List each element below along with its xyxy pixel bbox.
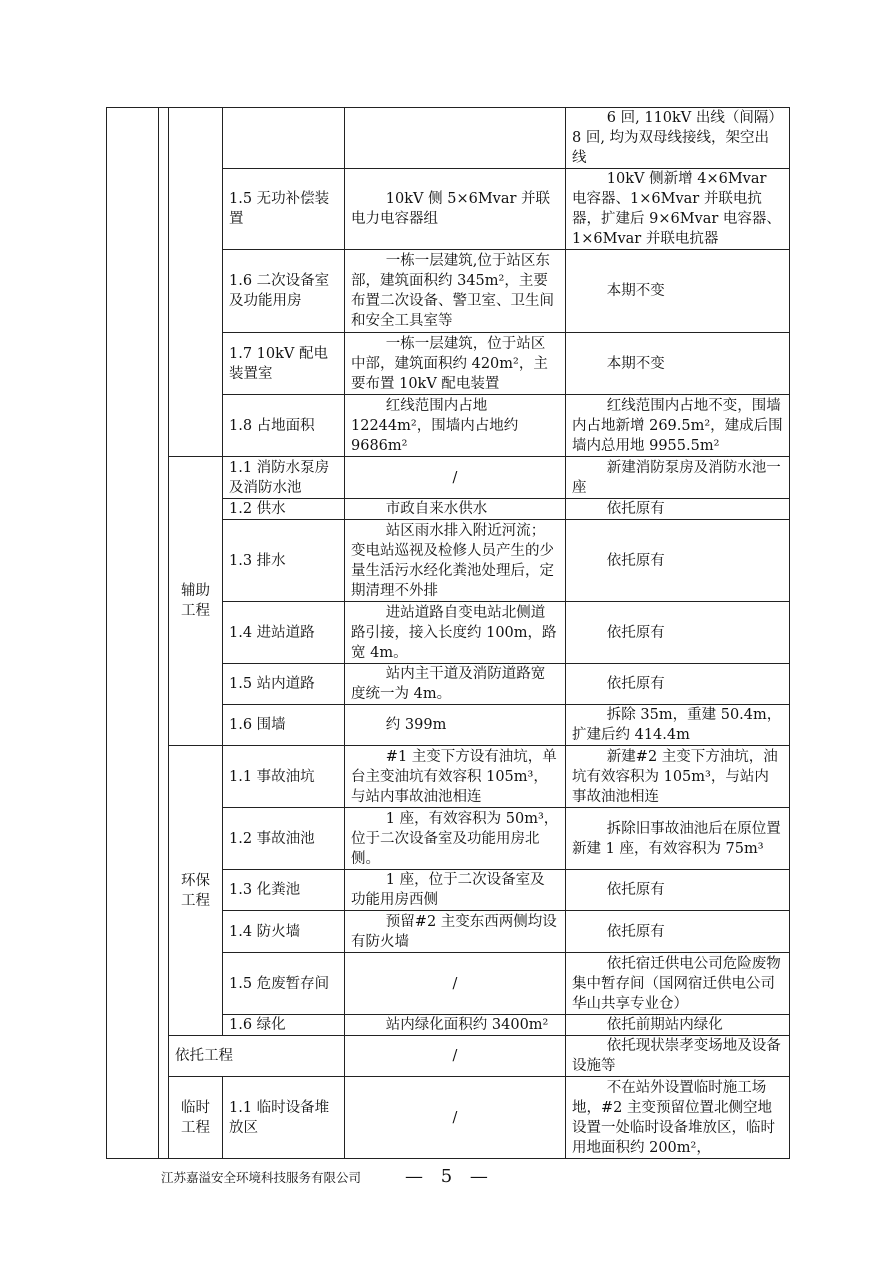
- existing-cell: 不在站外设置临时施工场地，#2 主变预留位置北侧空地设置一处临时设备堆放区，临时用地面积约 200m²，: [566, 1077, 790, 1159]
- existing-cell: 拆除旧事故油池后在原位置新建 1 座，有效容积为 75m³: [566, 808, 790, 870]
- item-cell: 1.6 绿化: [223, 1015, 345, 1036]
- existing-cell: 依托现状崇孝变场地及设备设施等: [566, 1036, 790, 1077]
- category-temporary: 临时工程: [169, 1077, 223, 1159]
- item-cell: 1.5 站内道路: [223, 664, 345, 705]
- item-cell: 1.1 事故油坑: [223, 746, 345, 808]
- item-cell: 1.6 二次设备室及功能用房: [223, 250, 345, 333]
- current-cell: 红线范围内占地 12244m²，围墙内占地约 9686m²: [345, 395, 566, 457]
- existing-cell: 依托宿迁供电公司危险废物集中暂存间（国网宿迁供电公司华山共享专业仓）: [566, 953, 790, 1015]
- existing-cell: 新建#2 主变下方油坑，油坑有效容积为 105m³，与站内事故油池相连: [566, 746, 790, 808]
- existing-cell: 依托原有: [566, 520, 790, 602]
- existing-cell: 本期不变: [566, 333, 790, 395]
- current-cell: 进站道路自变电站北侧道路引接，接入长度约 100m，路宽 4m。: [345, 602, 566, 664]
- existing-cell: 6 回, 110kV 出线（间隔）8 回, 均为双母线接线，架空出线: [566, 108, 790, 169]
- item-cell: 1.4 进站道路: [223, 602, 345, 664]
- item-cell: 1.3 化粪池: [223, 870, 345, 911]
- current-cell: 1 座，有效容积为 50m³，位于二次设备室及功能用房北侧。: [345, 808, 566, 870]
- current-cell: 站内绿化面积约 3400m²: [345, 1015, 566, 1036]
- current-cell: /: [345, 1036, 566, 1077]
- item-cell: 1.4 防火墙: [223, 911, 345, 953]
- existing-cell: 依托原有: [566, 602, 790, 664]
- current-cell: 约 399m: [345, 705, 566, 746]
- existing-cell: 依托原有: [566, 664, 790, 705]
- current-cell: [345, 108, 566, 169]
- current-cell: 市政自来水供水: [345, 499, 566, 520]
- item-cell: 1.5 危废暂存间: [223, 953, 345, 1015]
- current-cell: 一栋一层建筑,位于站区东部，建筑面积约 345m²，主要布置二次设备、警卫室、卫生间和安全工具室等: [345, 250, 566, 333]
- existing-cell: 依托原有: [566, 870, 790, 911]
- item-cell: 1.6 围墙: [223, 705, 345, 746]
- current-cell: 1 座，位于二次设备室及功能用房西侧: [345, 870, 566, 911]
- current-cell: /: [345, 457, 566, 499]
- existing-cell: 依托前期站内绿化: [566, 1015, 790, 1036]
- table-row: [107, 108, 790, 169]
- item-cell: 1.2 供水: [223, 499, 345, 520]
- table-row: [107, 1077, 790, 1159]
- item-cell: 1.1 临时设备堆放区: [223, 1077, 345, 1159]
- page-footer: [0, 1166, 892, 1190]
- existing-cell: 红线范围内占地不变，围墙内占地新增 269.5m²，建成后围墙内总用地 9955.5m²: [566, 395, 790, 457]
- item-cell: 1.7 10kV 配电装置室: [223, 333, 345, 395]
- current-cell: /: [345, 953, 566, 1015]
- outer-column: [107, 108, 159, 1159]
- existing-cell: 依托原有: [566, 911, 790, 953]
- item-cell: 1.2 事故油池: [223, 808, 345, 870]
- current-cell: #1 主变下方设有油坑，单台主变油坑有效容积 105m³，与站内事故油池相连: [345, 746, 566, 808]
- current-cell: 站区雨水排入附近河流；变电站巡视及检修人员产生的少量生活污水经化粪池处理后，定期清理不外排: [345, 520, 566, 602]
- item-cell: 1.3 排水: [223, 520, 345, 602]
- item-cell: [223, 108, 345, 169]
- project-composition-table: [106, 107, 790, 1159]
- item-cell: 1.8 占地面积: [223, 395, 345, 457]
- existing-cell: 10kV 侧新增 4×6Mvar 电容器、1×6Mvar 并联电抗器，扩建后 9×6Mvar 电容器、1×6Mvar 并联电抗器: [566, 169, 790, 250]
- company-name: 江苏嘉溢安全环境科技服务有限公司: [161, 1170, 362, 1185]
- inner-column: [159, 108, 169, 1159]
- item-cell: 1.5 无功补偿装置: [223, 169, 345, 250]
- category-cell-main: [169, 108, 223, 457]
- current-cell: 站内主干道及消防道路宽度统一为 4m。: [345, 664, 566, 705]
- item-cell: 1.1 消防水泵房及消防水池: [223, 457, 345, 499]
- category-environmental: 环保工程: [169, 746, 223, 1036]
- category-relied: 依托工程: [169, 1036, 345, 1077]
- current-cell: /: [345, 1077, 566, 1159]
- table-row: [107, 746, 790, 808]
- existing-cell: 本期不变: [566, 250, 790, 333]
- category-auxiliary: 辅助工程: [169, 457, 223, 746]
- existing-cell: 新建消防泵房及消防水池一座: [566, 457, 790, 499]
- page-number: — 5 —: [405, 1166, 494, 1187]
- existing-cell: 依托原有: [566, 499, 790, 520]
- current-cell: 预留#2 主变东西两侧均设有防火墙: [345, 911, 566, 953]
- table-row: [107, 1036, 790, 1077]
- current-cell: 一栋一层建筑，位于站区中部，建筑面积约 420m²，主要布置 10kV 配电装置: [345, 333, 566, 395]
- table-row: [107, 457, 790, 499]
- current-cell: 10kV 侧 5×6Mvar 并联电力电容器组: [345, 169, 566, 250]
- existing-cell: 拆除 35m，重建 50.4m，扩建后约 414.4m: [566, 705, 790, 746]
